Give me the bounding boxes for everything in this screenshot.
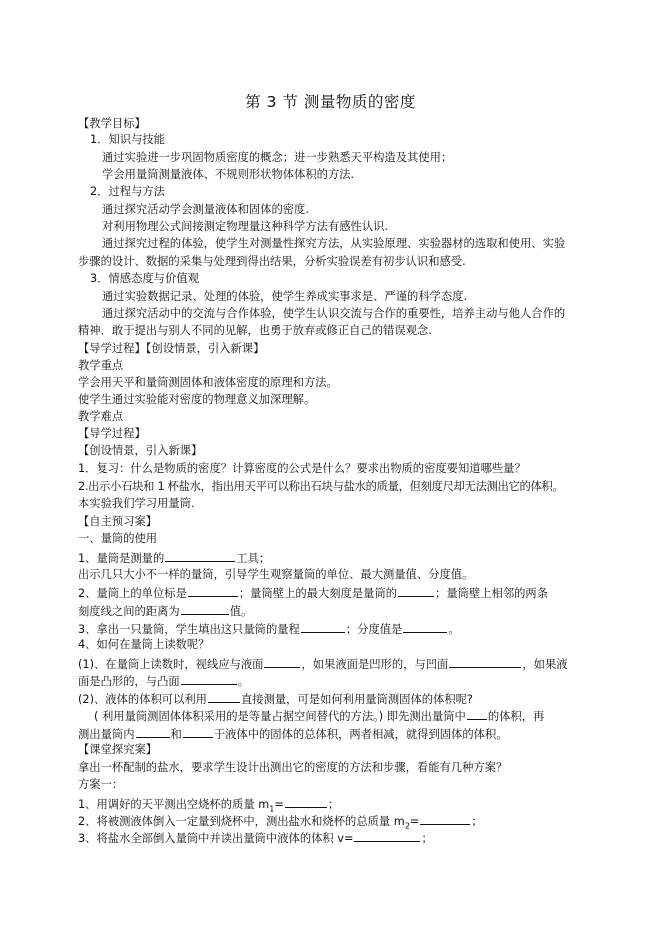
text-segment: 2、将被测液体倒入一定量到烧杯中，测出盐水和烧杯的总质量 m (78, 815, 405, 828)
text-line: 出示几只大小不一样的量筒，引导学生观察量筒的单位、最大测量值、分度值。 (78, 568, 474, 581)
subheading: 教学重点 (78, 359, 124, 372)
text-segment: ；量筒壁上相邻的两条 (435, 587, 549, 600)
section-heading: 【自主预习案】 (78, 515, 158, 528)
answer-blank[interactable] (285, 796, 327, 808)
text-segment: ( 利用量筒测固体体积采用的是等量占据空间替代的方法。) 即先测出量筒中 (94, 710, 466, 723)
fill-in-line (78, 603, 252, 619)
section-heading: 【创设情景，引入新课】 (78, 444, 203, 457)
text-line: 步骤的设计、数据的采集与处理到得出结果，分析实验误差有初步认识和感受. (78, 255, 466, 268)
subheading: 1．知识与技能 (90, 133, 165, 146)
answer-blank[interactable] (181, 603, 229, 615)
text-line: 使学生通过实验能对密度的物理意义加深理解。 (78, 393, 316, 406)
text-line: 2.出示小石块和 1 杯盐水，指出用天平可以称出石块与盐水的质量，但刻度尺却无法测出它的体积。 (78, 480, 564, 493)
text-segment: 测出量筒内 (78, 728, 135, 741)
subheading: 教学难点 (78, 410, 124, 423)
text-segment: 的体积，再 (487, 710, 545, 723)
text-segment: ，如果液面是凹形的，与凹面 (301, 658, 449, 671)
subheading: 方案一： (78, 778, 124, 791)
text-segment: 面是凸形的，与凸面 (78, 675, 180, 688)
answer-blank[interactable] (403, 621, 447, 633)
text-line: 精神．敢于提出与别人不同的见解，也勇于放弃或修正自己的错误观念. (78, 324, 432, 337)
answer-blank[interactable] (208, 691, 240, 703)
text-segment: = (274, 798, 284, 811)
fill-in-line (78, 621, 460, 637)
fill-in-line (78, 585, 548, 601)
text-line: 本实验我们学习用量筒. (78, 497, 195, 510)
text-line: 学会用天平和量筒测固体和液体密度的原理和方法。 (78, 376, 338, 389)
text-segment: (2)、液体的体积可以利用 (78, 693, 207, 706)
text-segment: 1、用调好的天平测出空烧杯的质量 m (78, 798, 270, 811)
answer-blank[interactable] (264, 656, 300, 668)
text-line: 1．复习：什么是物质的密度？计算密度的公式是什么？要求出物质的密度要知道哪些量？ (78, 462, 526, 475)
text-segment: ； (421, 832, 433, 845)
text-segment: 和 (170, 728, 182, 741)
text-segment: 1、量筒是测量的 (78, 552, 165, 565)
subscript: 2 (404, 821, 410, 831)
fill-in-line (94, 708, 544, 724)
text-line: 对利用物理公式间接测定物理量这种科学方法有感性认识. (102, 220, 389, 233)
text-line: 通过实验进一步巩固物质密度的概念；进一步熟悉天平构造及其使用； (102, 151, 453, 164)
section-heading: 【教学目标】 (78, 117, 146, 130)
fill-in-line (78, 830, 433, 846)
text-line: 学会用量筒测量液体、不规则形状物体体积的方法. (102, 168, 355, 181)
answer-blank[interactable] (181, 673, 237, 685)
section-heading: 【导学过程】 (78, 427, 146, 440)
text-line: 通过探究活动中的交流与合作体验，使学生认识交流与合作的重要性，培养主动与他人合作的 (102, 307, 566, 320)
fill-in-line (78, 691, 473, 707)
subscript: 1 (269, 804, 275, 814)
text-segment: 值。 (229, 605, 253, 618)
text-segment: 。 (237, 675, 249, 688)
text-segment: ； (327, 798, 340, 811)
text-segment: ；分度值是 (345, 623, 403, 636)
text-segment: 。 (448, 623, 460, 636)
text-segment: 2、量筒上的单位标是 (78, 587, 187, 600)
text-segment: = (409, 815, 420, 828)
answer-blank[interactable] (449, 656, 521, 668)
text-segment: 刻度线之间的距离为 (78, 605, 180, 618)
answer-blank[interactable] (136, 726, 170, 738)
fill-in-line (78, 673, 249, 689)
answer-blank[interactable] (301, 621, 345, 633)
subheading: 2．过程与方法 (90, 185, 165, 198)
fill-in-line (78, 550, 270, 566)
answer-blank[interactable] (165, 550, 235, 562)
text-segment: 直接测量，可是如何利用量筒测固体的体积呢? (240, 693, 473, 706)
text-segment: 于液体中的固体的总体积，两者相减，就得到固体的体积。 (213, 728, 508, 741)
text-segment: (1)、在量筒上读数时，视线应与液面 (78, 658, 264, 671)
text-segment: 3、将盐水全部倒入量筒中并读出量筒中液体的体积 v= (78, 832, 354, 845)
answer-blank[interactable] (467, 708, 487, 720)
text-line: 4、如何在量筒上读数呢？ (78, 638, 210, 651)
text-segment: ；量筒壁上的最大刻度是量筒的 (238, 587, 398, 600)
answer-blank[interactable] (420, 813, 470, 825)
answer-blank[interactable] (398, 585, 434, 597)
answer-blank[interactable] (183, 726, 213, 738)
fill-in-line (78, 726, 508, 742)
section-heading: 【课堂探究案】 (78, 743, 158, 756)
text-segment: ，如果液 (522, 658, 568, 671)
text-line: 通过实验数据记录、处理的体验，使学生养成实事求是、严谨的科学态度. (102, 290, 468, 303)
section-heading: 【导学过程】【创设情景，引入新课】 (78, 342, 265, 355)
text-segment: 3、拿出一只量筒，学生填出这只量筒的量程 (78, 623, 300, 636)
page-title: 第 3 节 测量物质的密度 (245, 93, 416, 111)
subheading: 3．情感态度与价值观 (90, 272, 199, 285)
text-line: 通过探究活动学会测量液体和固体的密度. (102, 203, 309, 216)
answer-blank[interactable] (188, 585, 238, 597)
text-segment: ； (471, 815, 483, 828)
subheading: 一、量筒的使用 (78, 532, 158, 545)
text-segment: 工具； (236, 552, 271, 565)
fill-in-line (78, 656, 568, 672)
text-line: 拿出一杯配制的盐水，要求学生设计出测出它的密度的方法和步骤，看能有几种方案？ (78, 761, 508, 774)
text-line: 通过探究过程的体验，使学生对测量性探究方法，从实验原理、实验器材的选取和使用、实验 (102, 237, 566, 250)
answer-blank[interactable] (354, 830, 420, 842)
